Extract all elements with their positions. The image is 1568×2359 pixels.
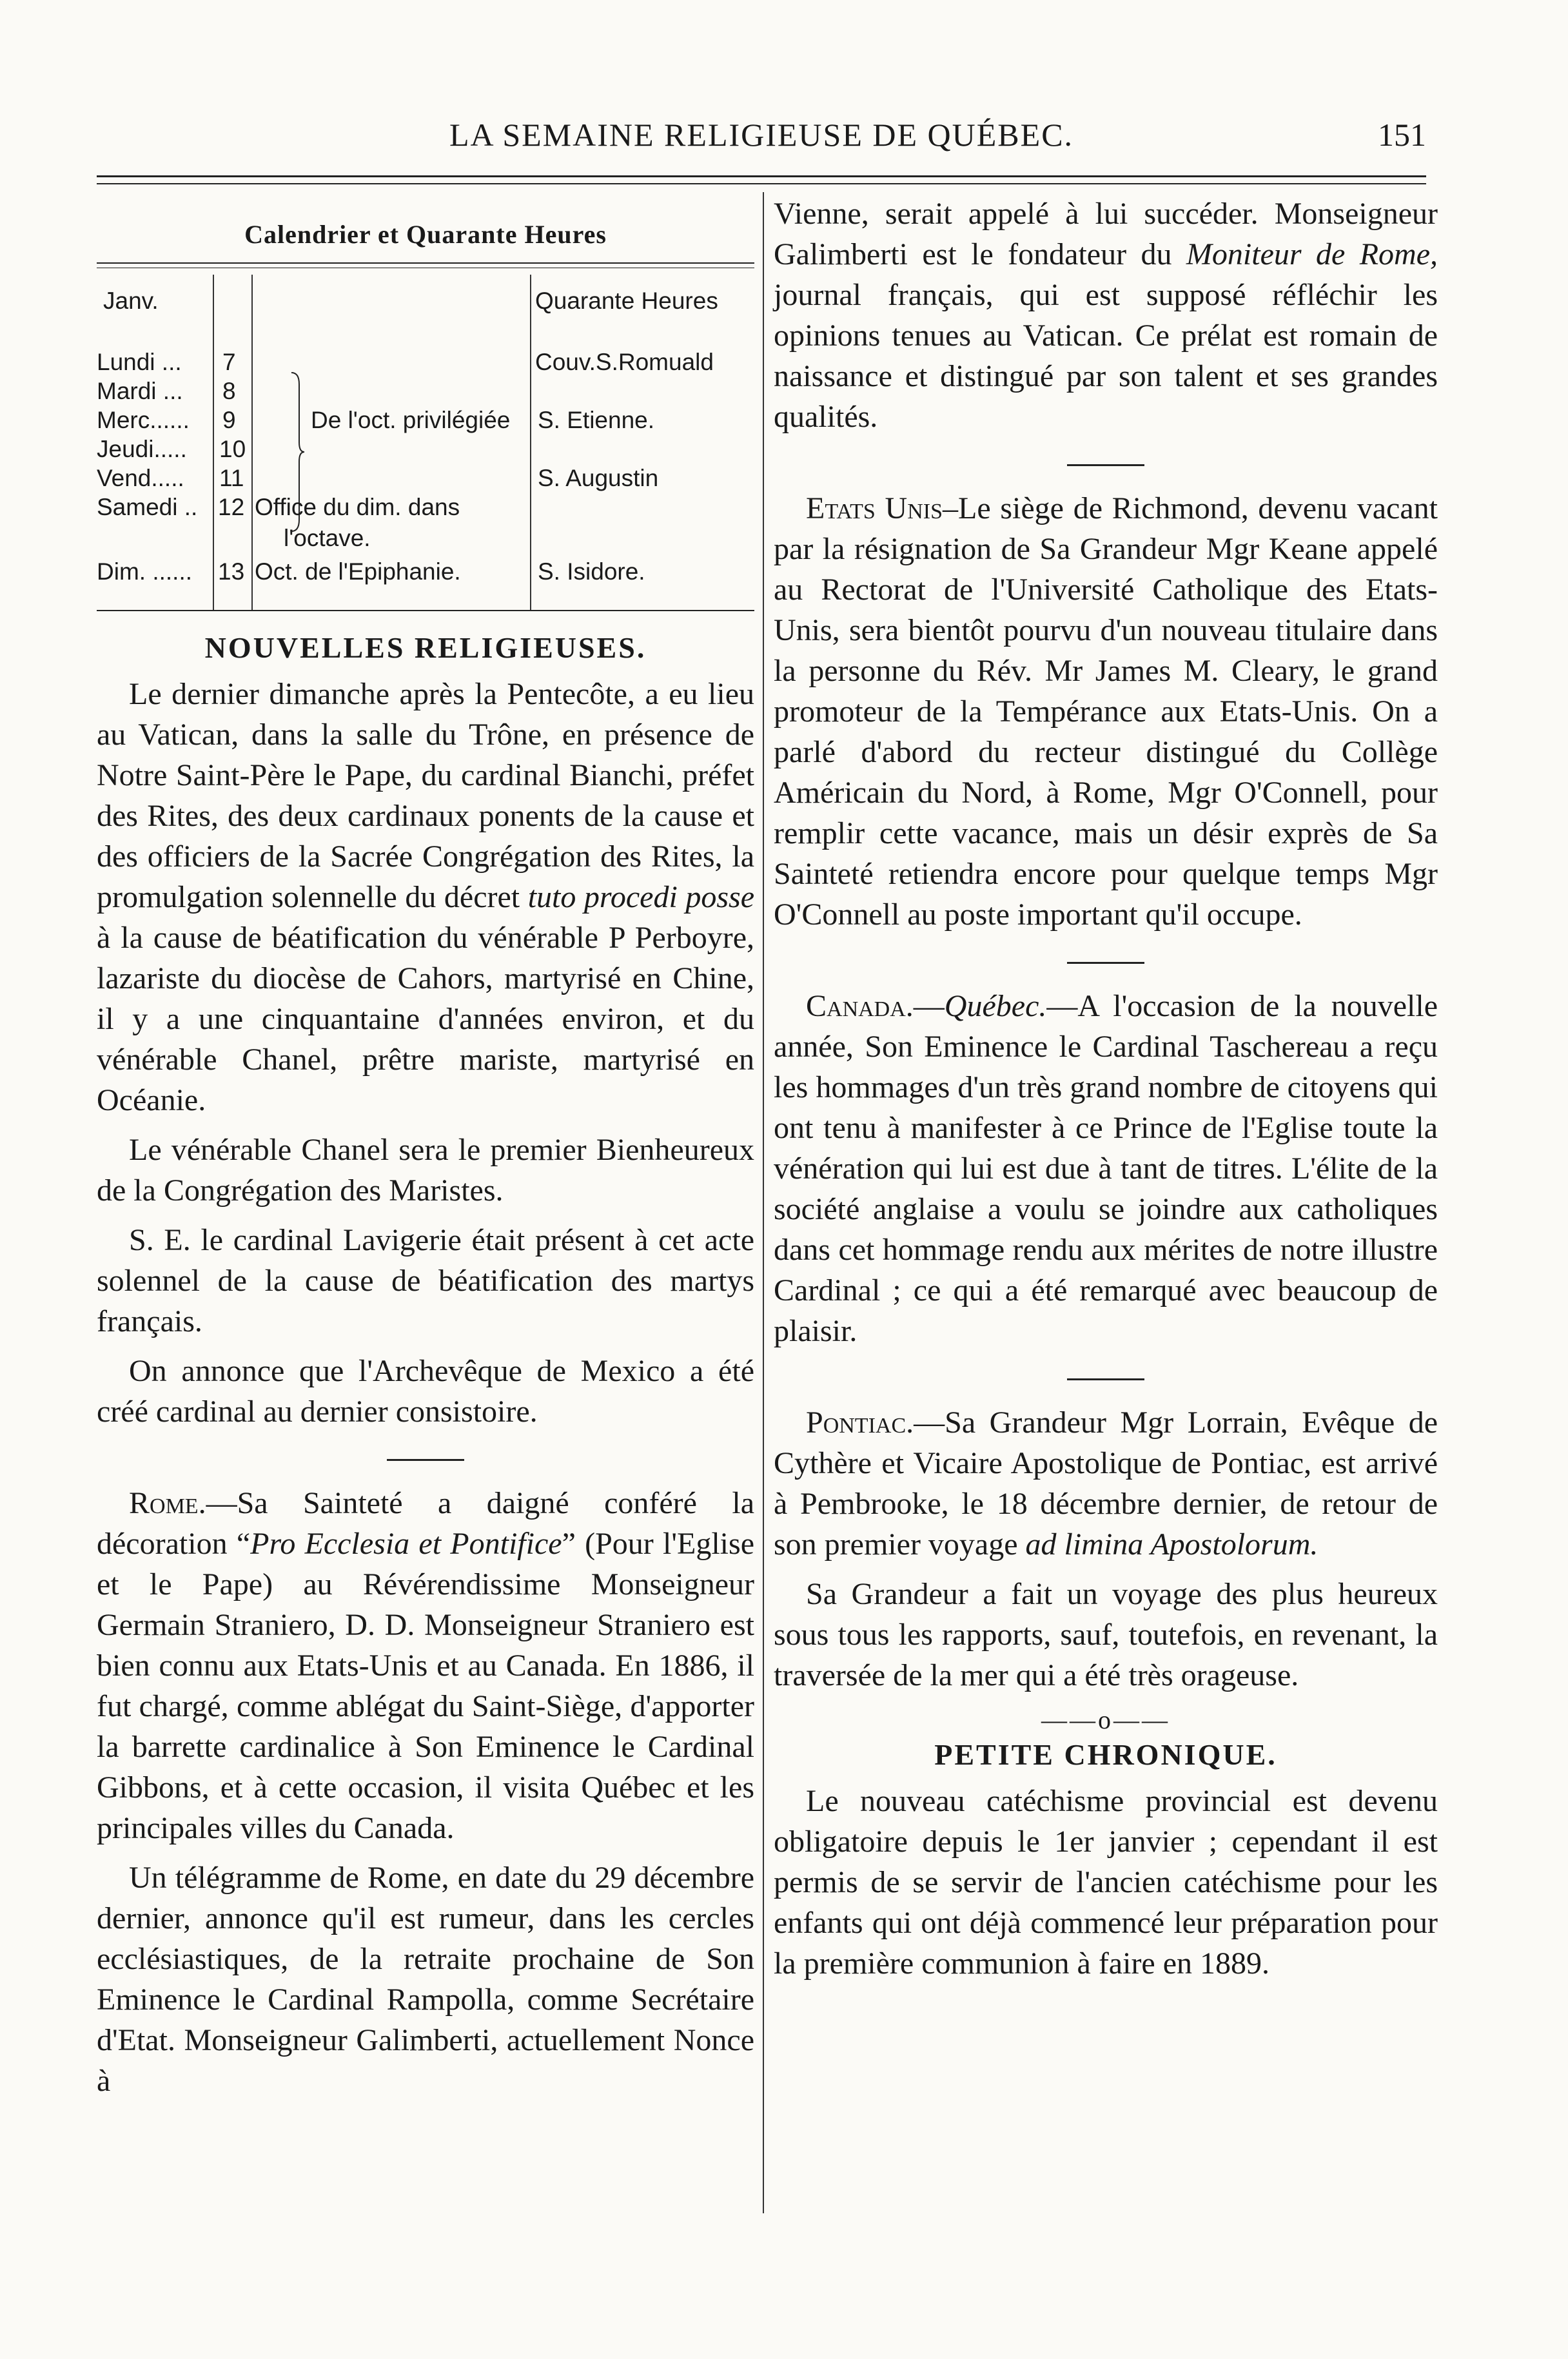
calendar-column-line <box>530 275 531 610</box>
italic-phrase: Pro Ecclesia et Pontifice <box>250 1527 562 1561</box>
paragraph: Rome.—Sa Sainteté a daigné conféré la décoration “Pro Ecclesia et Pontifice” (Pour l'Eglise et le Pape) au Révérendissime Monseigneur Germain Straniero, D. D. Monseigneur Straniero est bien connu aux Etats-Unis et au Canada. En 1886, il fut chargé, comme ablégat du Saint-Siège, d'apporter la barrette cardinalice à Son Eminence le Cardinal Gibbons, et à cette occasion, il visita Québec et les principales villes du Canada. <box>97 1486 754 1845</box>
section-label: Etats Unis <box>806 491 943 525</box>
calendar-date: 7 <box>222 349 236 375</box>
paragraph: Vienne, serait appelé à lui succéder. Monseigneur Galimberti est le fondateur du Moniteur de Rome, journal français, qui est supposé réfléchir les opinions tenues au Vatican. Ce prélat est romain de naissance et distingué par son talent et ses grandes qualités. <box>774 197 1438 434</box>
section-title: PETITE CHRONIQUE. <box>934 1738 1277 1771</box>
header-rule <box>97 183 1426 184</box>
calendar-month: Janv. <box>103 288 159 314</box>
calendar-day: Mardi ... <box>97 378 183 404</box>
running-header <box>97 108 1426 166</box>
calendar-date: 11 <box>219 465 244 491</box>
section-title: NOUVELLES RELIGIEUSES. <box>204 631 647 664</box>
header-rule <box>97 175 1426 177</box>
calendar-date: 9 <box>222 407 236 433</box>
calendar-feast: Office du dim. dans <box>255 494 460 520</box>
calendar-day: Samedi .. <box>97 494 198 520</box>
left-column <box>97 193 754 2110</box>
calendar-day: Jeudi..... <box>97 436 187 462</box>
paragraph: Pontiac.—Sa Grandeur Mgr Lorrain, Evêque de Cythère et Vicaire Apostolique de Pontiac, est arrivé à Pembrooke, le 18 décembre dernier, de retour de son premier voyage ad limina Apostolorum. <box>774 1405 1438 1561</box>
paragraph: Un télégramme de Rome, en date du 29 décembre dernier, annonce qu'il est rumeur, dans les cercles ecclésiastiques, de la retraite prochaine de Son Eminence le Cardinal Rampolla, comme Secrétaire d'Etat. Monseigneur Galimberti, actuellement Nonce à <box>97 1861 754 2098</box>
paragraph: Le nouveau catéchisme provincial est devenu obligatoire depuis le 1er janvier ; cependant il est permis de se servir de l'ancien catéchisme pour les enfants qui ont déjà commencé leur préparation pour la première communion à faire en 1889. <box>774 1784 1438 1981</box>
calendar-quarante-heures: S. Augustin <box>538 465 659 491</box>
calendar-quarante-heures: S. Etienne. <box>538 407 655 433</box>
calendar-feast: l'octave. <box>284 525 371 551</box>
section-separator <box>1067 1378 1144 1380</box>
calendar-day: Vend..... <box>97 465 184 491</box>
paragraph: Le vénérable Chanel sera le premier Bienheureux de la Congrégation des Maristes. <box>97 1133 754 1208</box>
calendar-date: 12 <box>218 494 245 520</box>
section-separator <box>387 1459 464 1461</box>
calendar-title: Calendrier et Quarante Heures <box>244 220 607 249</box>
calendar-date: 13 <box>218 558 245 585</box>
italic-phrase: Québec. <box>944 989 1047 1023</box>
calendar-column-line <box>213 275 214 610</box>
paragraph: Canada.—Québec.—A l'occasion de la nouvelle année, Son Eminence le Cardinal Taschereau a reçu les hommages d'un très grand nombre de citoyens qui ont tenu à manifester à ce Prince de l'Eglise toute la vénération qui lui est due à tant de titres. L'élite de la société anglaise a voulu se joindre aux catholiques dans cet hommage rendu aux mérites de notre illustre Cardinal ; ce qui a été remarqué avec beaucoup de plaisir. <box>774 989 1438 1348</box>
calendar-day: Dim. ...... <box>97 558 192 585</box>
paragraph: Sa Grandeur a fait un voyage des plus heureux sous tous les rapports, sauf, toutefois, en revenant, la traversée de la mer qui a été très orageuse. <box>774 1577 1438 1692</box>
calendar-day: Merc...... <box>97 407 190 433</box>
paragraph: Etats Unis–Le siège de Richmond, devenu vacant par la résignation de Sa Grandeur Mgr Keane appelé au Rectorat de l'Université Catholique des Etats-Unis, sera bientôt pourvu d'un nouveau titulaire dans la personne du Rév. Mr James M. Cleary, le grand promoteur de la Tempérance aux Etats-Unis. On a parlé d'abord du recteur distingué du Collège Américain du Nord, à Rome, Mgr O'Connell, pour remplir cette vacance, mais un désir exprès de Sa Sainteté retiendra encore pour quelque temps Mgr O'Connell au poste important qu'il occupe. <box>774 491 1438 932</box>
italic-phrase: tuto procedi posse <box>527 880 754 914</box>
section-separator <box>1067 962 1144 964</box>
italic-phrase: Moniteur de Rome, <box>1186 237 1438 271</box>
calendar-day: Lundi ... <box>97 349 182 375</box>
right-column <box>774 193 1438 1993</box>
section-separator <box>1067 464 1144 466</box>
paragraph: On annonce que l'Archevêque de Mexico a été créé cardinal au dernier consistoire. <box>97 1354 754 1429</box>
calendar-column-header: Quarante Heures <box>535 288 718 314</box>
paragraph: Le dernier dimanche après la Pentecôte, a eu lieu au Vatican, dans la salle du Trône, en présence de Notre Saint-Père le Pape, du cardinal Bianchi, préfet des Rites, des deux cardinaux ponents de la cause et des officiers de la Sacrée Congrégation des Rites, la promulgation solennelle du décret tuto procedi posse à la cause de béatification du vénérable P Perboyre, lazariste du diocèse de Cahors, martyrisé en Chine, il y a une cinquantaine d'années environ, et du vénérable Chanel, prêtre mariste, martyrisé en Océanie. <box>97 677 754 1117</box>
calendar-date: 8 <box>222 378 236 404</box>
calendar-quarante-heures: Couv.S.Romuald <box>535 349 714 375</box>
page-number: 151 <box>1378 117 1426 153</box>
paragraph: S. E. le cardinal Lavigerie était présent à cet acte solennel de la cause de béatification des martys français. <box>97 1223 754 1338</box>
calendar-rule <box>97 610 754 611</box>
calendar-column-line <box>251 275 253 610</box>
calendar-table <box>97 275 754 610</box>
column-divider <box>763 192 764 2213</box>
section-separator-text: ——o—— <box>1041 1705 1170 1734</box>
calendar-date: 10 <box>219 436 246 462</box>
calendar-feast: Oct. de l'Epiphanie. <box>255 558 461 585</box>
calendar-quarante-heures: S. Isidore. <box>538 558 645 585</box>
section-label: Rome. <box>129 1486 206 1520</box>
italic-phrase: ad limina Apostolorum. <box>1025 1527 1318 1561</box>
section-label: Canada. <box>806 989 914 1023</box>
publication-title: LA SEMAINE RELIGIEUSE DE QUÉBEC. <box>449 117 1074 153</box>
calendar-feast: De l'oct. privilégiée <box>311 407 511 433</box>
calendar-rule <box>97 262 754 264</box>
section-label: Pontiac. <box>806 1405 914 1440</box>
